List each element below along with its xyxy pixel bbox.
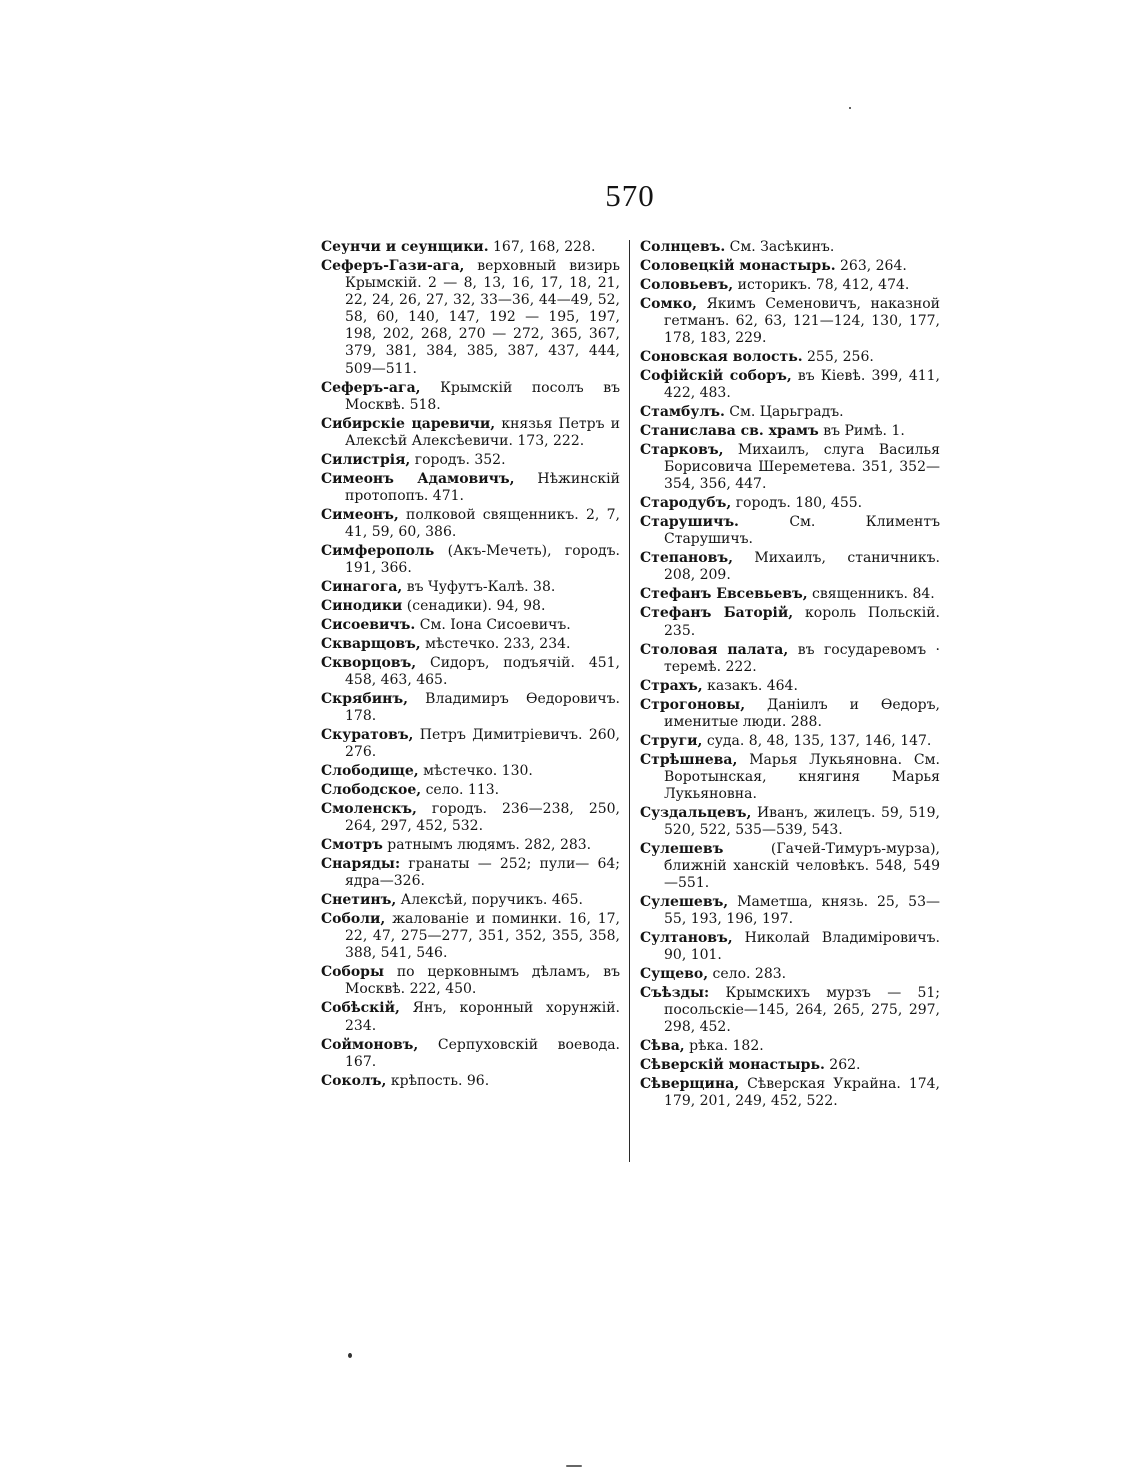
index-references: городъ. 352. — [410, 451, 506, 468]
index-headword: Силистрiя, — [321, 451, 411, 468]
index-references: село. 113. — [421, 782, 500, 799]
index-references: 263, 264. — [835, 257, 907, 274]
index-entry — [640, 368, 940, 402]
index-entry — [640, 678, 940, 695]
index-headword: Соловьевъ, — [640, 276, 734, 293]
index-entry — [640, 605, 940, 639]
index-headword: Старковъ, — [640, 442, 724, 459]
index-references: Якимъ Семеновичъ, наказной гетманъ. 62, 63, 121—124, 130, 177, 178, 183, 229. — [664, 295, 940, 347]
index-headword: Стамбулъ. — [640, 404, 725, 421]
index-entry — [640, 495, 940, 512]
index-headword: Софiйскiй соборъ, — [640, 368, 792, 385]
index-references: Николай Владимiровичъ. 90, 101. — [664, 930, 940, 964]
index-entry — [640, 894, 940, 928]
index-references: Сѣверская Украйна. 174, 179, 201, 249, 452, 522. — [664, 1076, 940, 1110]
index-headword: Сулешевъ, — [640, 894, 729, 911]
index-headword: Соловецкiй монастырь. — [640, 257, 836, 274]
index-headword: Строгоновы, — [640, 696, 746, 713]
index-headword: Сѣверщина, — [640, 1076, 740, 1093]
index-references: село. 283. — [708, 966, 787, 983]
index-headword: Соймоновъ, — [321, 1036, 419, 1053]
index-references: полковой священникъ. 2, 7, 41, 59, 60, 386. — [345, 506, 620, 540]
index-references: Янъ, коронный хорунжiй. 234. — [345, 1000, 620, 1034]
index-references: Марья Лукьяновна. См. Воротынская, княгиня Марья Лукьяновна. — [664, 751, 940, 802]
index-entry — [321, 471, 620, 505]
index-headword: Страхъ, — [640, 677, 703, 694]
index-references: 255, 256. — [802, 349, 874, 366]
index-references: въ государевомъ · теремѣ. 222. — [664, 641, 940, 675]
index-references: въ Чуфутъ-Калѣ. 38. — [402, 578, 556, 595]
index-headword: Снетинъ, — [321, 892, 397, 909]
index-headword: Сомко, — [640, 295, 697, 312]
index-entry — [640, 296, 940, 347]
index-headword: Сибирскiе царевичи, — [321, 415, 496, 432]
index-references: См. Царьградъ. — [724, 404, 844, 421]
index-entry — [321, 691, 620, 725]
index-headword: Столовая палата, — [640, 641, 789, 658]
index-entry — [640, 733, 940, 750]
index-headword: Смоленскъ, — [321, 801, 417, 818]
index-entry — [321, 801, 620, 835]
index-references: крѣпость. 96. — [386, 1072, 490, 1089]
index-headword: Стефанъ Баторiй, — [640, 605, 794, 622]
index-entry — [321, 892, 620, 909]
index-headword: Соборы — [321, 964, 384, 981]
index-headword: Сисоевичъ. — [321, 616, 416, 633]
index-references: верховный визирь Крымскiй. 2 — 8, 13, 16, 17, 18, 21, 22, 24, 26, 27, 32, 33—36, 44—49, 52, 58, 60, 140, 147, 192 — 195, 197, 198, 202, 268, 270 — 272, 365, 367, 379, 381, 384, 385, 387, 437, 444, 509—511. — [345, 257, 620, 377]
index-entry — [640, 258, 940, 275]
index-entry — [321, 782, 620, 799]
index-entry — [640, 697, 940, 731]
index-entry — [321, 416, 620, 450]
index-references: священникъ. 84. — [807, 586, 935, 603]
index-entry — [640, 805, 940, 839]
scan-speck — [348, 1353, 352, 1358]
index-references: Крымскiй посолъ въ Москвѣ. 518. — [345, 379, 620, 413]
index-entry — [640, 514, 940, 548]
index-entry — [321, 636, 620, 653]
index-entry — [640, 423, 940, 440]
index-entry — [321, 964, 620, 998]
index-column-left — [321, 239, 620, 1092]
index-references: король Польскiй. 235. — [664, 605, 940, 639]
index-headword: Съѣзды: — [640, 985, 710, 1002]
index-entry — [321, 452, 620, 469]
index-references: Сидоръ, подъячiй. 451, 458, 463, 465. — [345, 654, 620, 688]
index-references: Иванъ, жилецъ. 59, 519, 520, 522, 535—539, 543. — [664, 804, 940, 838]
index-references: См. Засѣкинъ. — [725, 239, 835, 255]
index-entry — [640, 586, 940, 603]
index-headword: Струги, — [640, 732, 703, 749]
index-references: (Гачей-Тимуръ-мурза), ближнiй ханскiй человѣкъ. 548, 549—551. — [664, 840, 940, 892]
index-entry — [640, 752, 940, 803]
index-entry — [321, 579, 620, 596]
index-headword: Стародубъ, — [640, 495, 732, 512]
index-headword: Соболи, — [321, 911, 386, 928]
index-headword: Старушичъ. — [640, 514, 739, 531]
index-references: казакъ. 464. — [702, 677, 798, 694]
index-column-right — [640, 239, 940, 1112]
index-entry — [321, 1073, 620, 1090]
index-entry — [640, 642, 940, 676]
index-references: городъ. 236—238, 250, 264, 297, 452, 532. — [345, 801, 620, 835]
index-entry — [640, 277, 940, 294]
index-headword: Синодики — [321, 597, 403, 614]
scan-speck — [566, 1465, 582, 1467]
index-entry — [321, 763, 620, 780]
index-entry — [640, 404, 940, 421]
index-entry — [640, 841, 940, 892]
index-entry — [321, 911, 620, 962]
index-headword: Султановъ, — [640, 930, 733, 947]
index-references: Маметша, князь. 25, 53—55, 193, 196, 197. — [664, 894, 940, 928]
index-headword: Симеонъ Адамовичъ, — [321, 470, 515, 487]
index-references: Петръ Димитрiевичъ. 260, 276. — [345, 727, 620, 761]
index-headword: Сеферъ-ага, — [321, 379, 421, 396]
index-references: гранаты — 252; пули— 64; ядра—326. — [345, 856, 620, 890]
index-entry — [321, 239, 620, 256]
index-references: 167, 168, 228. — [488, 239, 596, 255]
index-headword: Слободское, — [321, 782, 422, 799]
index-entry — [321, 543, 620, 577]
index-references: мѣстечко. 130. — [418, 763, 533, 780]
index-entry — [321, 837, 620, 854]
index-references: Серпуховскiй воевода. 167. — [345, 1036, 620, 1070]
index-entry — [321, 380, 620, 414]
index-headword: Сеферъ-Гази-ага, — [321, 257, 465, 274]
index-references: въ Кiевѣ. 399, 411, 422, 483. — [664, 368, 940, 402]
index-references: рѣка. 182. — [684, 1038, 764, 1055]
page-number: 570 — [605, 178, 655, 213]
index-references: Крымскихъ мурзъ — 51; посольскiе—145, 264, 265, 275, 297, 298, 452. — [664, 985, 940, 1036]
index-headword: Синагога, — [321, 578, 403, 595]
index-references: Михаилъ, станичникъ. 208, 209. — [664, 550, 940, 584]
index-entry — [640, 239, 940, 256]
index-headword: Станислава св. храмъ — [640, 423, 819, 440]
index-headword: Сущево, — [640, 966, 709, 983]
index-references: См. Климентъ Старушичъ. — [664, 514, 940, 548]
index-entry — [321, 258, 620, 378]
index-headword: Скуратовъ, — [321, 727, 414, 743]
index-headword: Собѣскiй, — [321, 1000, 400, 1017]
index-references: князья Петръ и Алексѣй Алексѣевичи. 173, 222. — [345, 415, 621, 449]
index-references: Алексѣй, поручикъ. 465. — [396, 892, 583, 909]
index-headword: Соновская волость. — [640, 349, 803, 366]
index-entry — [640, 1057, 940, 1074]
index-references: ратнымъ людямъ. 282, 283. — [382, 837, 592, 854]
index-headword: Солнцевъ. — [640, 239, 726, 255]
index-references: Данiилъ и Өедоръ, именитые люди. 288. — [664, 696, 940, 730]
index-references: жалованiе и поминки. 16, 17, 22, 47, 275—277, 351, 352, 355, 358, 388, 541, 546. — [345, 911, 620, 962]
index-entry — [640, 550, 940, 584]
index-headword: Стрѣшнева, — [640, 751, 738, 768]
index-references: историкъ. 78, 412, 474. — [733, 276, 910, 293]
index-references: по церковнымъ дѣламъ, въ Москвѣ. 222, 450. — [345, 964, 620, 998]
index-headword: Сѣва, — [640, 1038, 685, 1055]
index-headword: Скворцовъ, — [321, 654, 417, 671]
index-entry — [640, 349, 940, 366]
index-entry — [321, 727, 620, 761]
column-divider — [629, 240, 630, 1162]
index-headword: Степановъ, — [640, 550, 733, 567]
index-headword: Сѣверскiй монастырь. — [640, 1057, 825, 1074]
index-entry — [640, 985, 940, 1036]
index-entry — [321, 617, 620, 634]
index-headword: Скрябинъ, — [321, 690, 408, 707]
index-headword: Сулешевъ — [640, 840, 724, 857]
index-headword: Скварщовъ, — [321, 635, 421, 652]
index-entry — [321, 655, 620, 689]
index-headword: Стефанъ Евсевьевъ, — [640, 586, 808, 603]
index-headword: Симеонъ, — [321, 506, 399, 523]
index-references: См. Iона Сисоевичъ. — [415, 616, 571, 633]
index-references: Михаилъ, слуга Василья Борисовича Шереметева. 351, 352—354, 356, 447. — [664, 442, 940, 493]
index-entry — [321, 1037, 620, 1071]
index-references: мѣстечко. 233, 234. — [420, 635, 571, 652]
index-references: въ Римѣ. 1. — [818, 423, 905, 440]
index-entry — [640, 966, 940, 983]
index-entry — [321, 1000, 620, 1034]
index-headword: Снаряды: — [321, 856, 401, 873]
index-references: городъ. 180, 455. — [731, 495, 863, 512]
index-references: Владимиръ Өедоровичъ. 178. — [345, 690, 620, 725]
index-references: (Акъ-Мечеть), городъ. 191, 366. — [345, 542, 620, 576]
index-headword: Слободище, — [321, 763, 419, 780]
index-entry — [321, 856, 620, 890]
index-headword: Симферополь — [321, 542, 435, 559]
index-entry — [321, 598, 620, 615]
index-headword: Сеунчи и сеунщики. — [321, 239, 489, 255]
index-entry — [640, 442, 940, 493]
index-headword: Суздальцевъ, — [640, 804, 752, 821]
index-entry — [321, 507, 620, 541]
index-references: Нѣжинскiй протопопъ. 471. — [345, 470, 620, 504]
index-references: 262. — [824, 1057, 861, 1074]
scan-speck — [849, 107, 851, 109]
index-entry — [640, 1038, 940, 1055]
index-references: суда. 8, 48, 135, 137, 146, 147. — [702, 732, 932, 749]
index-references: (сенадики). 94, 98. — [402, 597, 546, 614]
index-headword: Соколъ, — [321, 1072, 387, 1089]
index-entry — [640, 930, 940, 964]
index-entry — [640, 1076, 940, 1110]
index-headword: Смотръ — [321, 837, 383, 854]
